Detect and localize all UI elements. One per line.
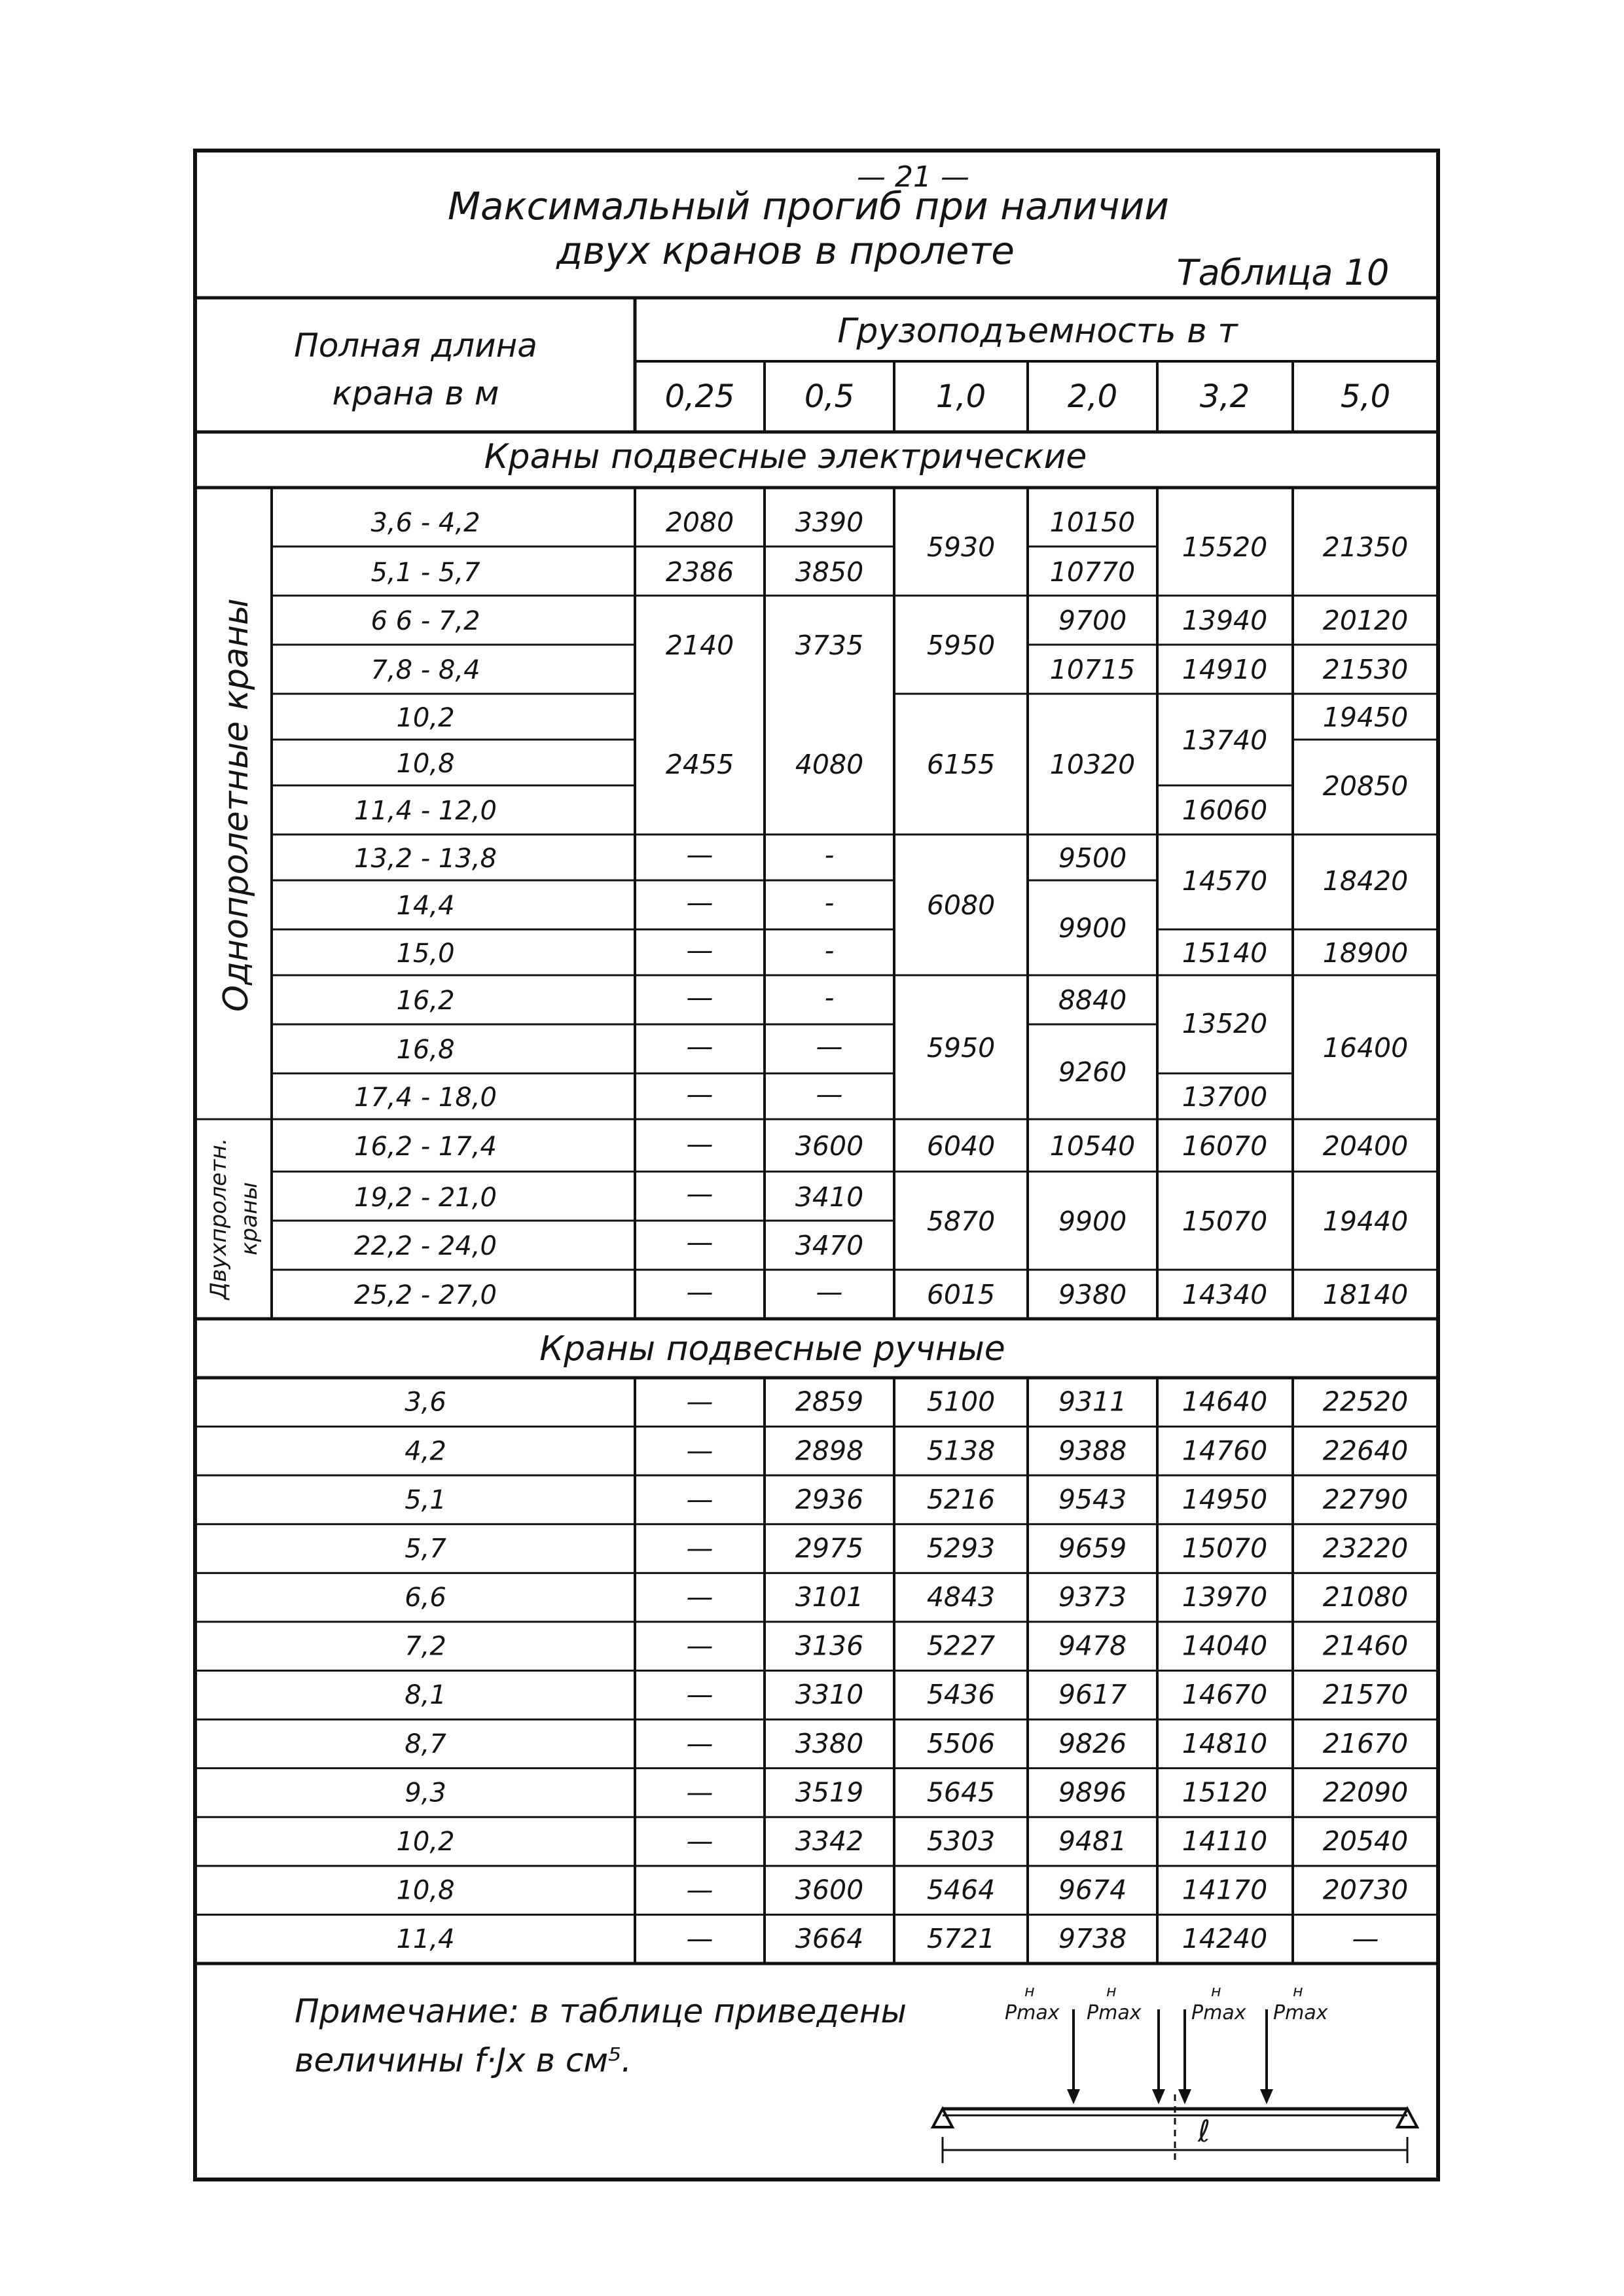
capacity-5: 5,0 bbox=[1340, 378, 1391, 415]
manual-value-cell: 3519 bbox=[795, 1776, 864, 1808]
value-cell: 10540 bbox=[1049, 1130, 1136, 1162]
value-cell: - bbox=[824, 935, 835, 966]
manual-value-cell: 5227 bbox=[926, 1630, 996, 1662]
capacity-1: 0,5 bbox=[804, 378, 855, 415]
note-line1: Примечание: в таблице приведены bbox=[295, 1992, 907, 2030]
manual-value-cell: 14110 bbox=[1182, 1825, 1268, 1857]
manual-value-cell: 9826 bbox=[1058, 1727, 1127, 1759]
value-cell: 8840 bbox=[1058, 984, 1127, 1016]
value-cell: 3600 bbox=[795, 1130, 864, 1162]
value-cell: 15070 bbox=[1182, 1206, 1268, 1237]
manual-value-cell: 2936 bbox=[795, 1483, 864, 1515]
electric-col-10 bbox=[927, 531, 995, 1310]
table-label: Таблица 10 bbox=[1176, 252, 1390, 293]
value-cell: 13740 bbox=[1182, 725, 1268, 756]
value-cell: 9900 bbox=[1058, 912, 1127, 944]
manual-length-cell: 7,2 bbox=[405, 1631, 446, 1662]
manual-value-cell: 9674 bbox=[1058, 1874, 1127, 1906]
manual-value-cell: 5100 bbox=[926, 1386, 996, 1418]
manual-value-cell: 9543 bbox=[1058, 1483, 1127, 1515]
manual-value-cell: 3136 bbox=[795, 1630, 864, 1662]
page-number: — 21 — bbox=[857, 160, 969, 194]
value-cell: 9700 bbox=[1058, 605, 1127, 636]
manual-length-cell: 9,3 bbox=[405, 1778, 446, 1808]
header-length-line1: Полная длина bbox=[294, 327, 537, 365]
length-cell: 7,8 - 8,4 bbox=[370, 655, 480, 685]
manual-value-cell: — bbox=[686, 1386, 713, 1418]
value-cell: 5950 bbox=[926, 630, 996, 661]
value-cell: 6040 bbox=[926, 1130, 996, 1162]
manual-value-cell: — bbox=[1352, 1923, 1379, 1955]
load-arrow-4-icon bbox=[1260, 2089, 1273, 2104]
capacity-2: 1,0 bbox=[935, 378, 986, 415]
group-single-span-label: Однопролетные краны bbox=[217, 598, 256, 1012]
manual-value-cell: 3600 bbox=[795, 1874, 864, 1906]
value-cell: 2455 bbox=[665, 749, 734, 780]
load-superscript-3: н bbox=[1211, 1982, 1221, 2000]
value-cell: 3735 bbox=[795, 630, 864, 661]
manual-value-cell: 22090 bbox=[1322, 1776, 1409, 1808]
value-cell: — bbox=[686, 1227, 713, 1258]
manual-value-cell: 22520 bbox=[1322, 1386, 1409, 1418]
length-cell: 5,1 - 5,7 bbox=[370, 558, 480, 588]
manual-value-cell: 14240 bbox=[1182, 1923, 1268, 1955]
value-cell: - bbox=[824, 839, 835, 870]
length-cell: 16,8 bbox=[396, 1035, 455, 1065]
value-cell: 16070 bbox=[1182, 1130, 1268, 1162]
manual-value-cell: 14950 bbox=[1182, 1483, 1268, 1515]
note-line2: величины f·Jx в см⁵. bbox=[295, 2041, 632, 2079]
value-cell: — bbox=[686, 935, 713, 966]
value-cell: 3390 bbox=[795, 507, 864, 538]
length-cell: 14,4 bbox=[396, 891, 455, 921]
manual-value-cell: 21570 bbox=[1322, 1679, 1409, 1711]
value-cell: - bbox=[824, 887, 835, 918]
length-cell: 22,2 - 24,0 bbox=[354, 1231, 497, 1261]
manual-value-cell: 9478 bbox=[1058, 1630, 1127, 1662]
manual-value-cell: 5436 bbox=[926, 1679, 996, 1711]
load-label-2: Pmax bbox=[1087, 2001, 1142, 2024]
electric-col-32 bbox=[1182, 531, 1267, 1310]
manual-value-cell: — bbox=[686, 1776, 713, 1808]
manual-value-cell: 5464 bbox=[926, 1874, 996, 1906]
value-cell: 16060 bbox=[1182, 795, 1268, 826]
value-cell: 10320 bbox=[1049, 749, 1136, 780]
manual-value-cell: — bbox=[686, 1581, 713, 1613]
section-manual-title: Краны подвесные ручные bbox=[539, 1329, 1005, 1369]
value-cell: 2386 bbox=[665, 556, 734, 588]
capacity-4: 3,2 bbox=[1199, 378, 1250, 415]
value-cell: 6080 bbox=[926, 889, 996, 921]
value-cell: 20400 bbox=[1322, 1130, 1409, 1162]
manual-value-cell: 2898 bbox=[795, 1435, 864, 1467]
length-cell: 17,4 - 18,0 bbox=[354, 1083, 497, 1113]
manual-length-cell: 6,6 bbox=[405, 1583, 446, 1613]
value-cell: 9260 bbox=[1058, 1056, 1127, 1088]
value-cell: 21530 bbox=[1322, 654, 1409, 685]
value-cell: 10770 bbox=[1049, 556, 1136, 588]
manual-value-cell: 3310 bbox=[795, 1679, 864, 1711]
value-cell: — bbox=[816, 1079, 843, 1110]
load-arrow-2-icon bbox=[1152, 2089, 1165, 2104]
manual-value-cell: 15070 bbox=[1182, 1532, 1268, 1564]
load-superscript-4: н bbox=[1293, 1982, 1303, 2000]
length-cell: 10,2 bbox=[396, 703, 455, 733]
value-cell: — bbox=[686, 887, 713, 918]
manual-value-cell: 3664 bbox=[795, 1923, 864, 1955]
manual-value-cell: 9617 bbox=[1058, 1679, 1127, 1711]
load-superscript-2: н bbox=[1106, 1982, 1117, 2000]
value-cell: 2140 bbox=[665, 630, 734, 661]
manual-value-cell: 9896 bbox=[1058, 1776, 1127, 1808]
manual-value-cell: 5645 bbox=[926, 1776, 996, 1808]
value-cell: 3470 bbox=[795, 1230, 864, 1261]
value-cell: 6015 bbox=[926, 1279, 996, 1310]
value-cell: 15520 bbox=[1182, 531, 1268, 563]
manual-value-cell: 5721 bbox=[926, 1923, 996, 1955]
manual-value-cell: 5293 bbox=[926, 1532, 996, 1564]
manual-value-cell: 5303 bbox=[926, 1825, 996, 1857]
load-label-3: Pmax bbox=[1191, 2001, 1246, 2024]
manual-value-cell: 14810 bbox=[1182, 1727, 1268, 1759]
value-cell: 20850 bbox=[1322, 770, 1409, 802]
value-cell: 14910 bbox=[1182, 654, 1268, 685]
load-arrow-1-icon bbox=[1067, 2089, 1080, 2104]
manual-value-cell: 4843 bbox=[926, 1581, 996, 1613]
manual-value-cell: — bbox=[686, 1532, 713, 1564]
value-cell: 2080 bbox=[665, 507, 734, 538]
value-cell: 5950 bbox=[926, 1032, 996, 1064]
value-cell: 13700 bbox=[1182, 1081, 1268, 1113]
manual-length-cell: 5,7 bbox=[405, 1534, 446, 1564]
title-line2: двух кранов в пролете bbox=[556, 228, 1015, 273]
value-cell: — bbox=[686, 1079, 713, 1110]
manual-value-cell: 22640 bbox=[1322, 1435, 1409, 1467]
manual-value-cell: 21460 bbox=[1322, 1630, 1409, 1662]
manual-value-cell: 9373 bbox=[1058, 1581, 1127, 1613]
manual-value-cell: 5216 bbox=[926, 1483, 996, 1515]
value-cell: 15140 bbox=[1182, 937, 1268, 969]
value-cell: 19440 bbox=[1322, 1206, 1409, 1237]
manual-value-cell: 14040 bbox=[1182, 1630, 1268, 1662]
group-double-span-label-2: краны bbox=[236, 1181, 262, 1256]
manual-length-cell: 5,1 bbox=[405, 1484, 446, 1515]
manual-length-cell: 8,1 bbox=[405, 1680, 446, 1711]
value-cell: 10715 bbox=[1049, 654, 1136, 685]
header-length-line2: крана в м bbox=[332, 374, 499, 412]
span-label: ℓ bbox=[1198, 2113, 1211, 2149]
manual-value-cell: 2859 bbox=[795, 1386, 864, 1418]
title-line1: Максимальный прогиб при наличии bbox=[448, 184, 1169, 228]
manual-value-cell: 5138 bbox=[926, 1435, 996, 1467]
length-cell: 13,2 - 13,8 bbox=[354, 844, 497, 874]
value-cell: 9500 bbox=[1058, 842, 1127, 874]
length-cell: 3,6 - 4,2 bbox=[370, 508, 480, 538]
length-cell: 15,0 bbox=[396, 939, 455, 969]
manual-value-cell: 3380 bbox=[795, 1727, 864, 1759]
length-cell: 11,4 - 12,0 bbox=[354, 796, 497, 826]
value-cell: — bbox=[686, 1178, 713, 1210]
manual-value-cell: 22790 bbox=[1322, 1483, 1409, 1515]
manual-value-cell: 14170 bbox=[1182, 1874, 1268, 1906]
manual-value-cell: 9481 bbox=[1058, 1825, 1127, 1857]
value-cell: 4080 bbox=[795, 749, 864, 780]
value-cell: 10150 bbox=[1049, 507, 1136, 538]
length-cell: 16,2 bbox=[396, 986, 455, 1016]
value-cell: — bbox=[686, 1128, 713, 1160]
manual-value-cell: 21080 bbox=[1322, 1581, 1409, 1613]
manual-length-cell: 8,7 bbox=[405, 1729, 446, 1759]
value-cell: — bbox=[686, 982, 713, 1013]
section-electric-title: Краны подвесные электрические bbox=[484, 437, 1087, 476]
manual-value-cell: 2975 bbox=[795, 1532, 864, 1564]
value-cell: — bbox=[686, 839, 713, 870]
length-cell: 10,8 bbox=[396, 749, 455, 779]
value-cell: 18420 bbox=[1322, 865, 1409, 897]
manual-table bbox=[195, 1378, 1438, 1964]
value-cell: 5870 bbox=[926, 1206, 996, 1237]
manual-value-cell: 9311 bbox=[1058, 1386, 1127, 1418]
value-cell: 3410 bbox=[795, 1181, 864, 1213]
capacity-0: 0,25 bbox=[664, 378, 735, 415]
manual-length-cell: 4,2 bbox=[405, 1436, 446, 1467]
table-header bbox=[195, 298, 1438, 432]
manual-value-cell: 23220 bbox=[1322, 1532, 1409, 1564]
manual-value-cell: — bbox=[686, 1923, 713, 1955]
electric-col-20 bbox=[1050, 507, 1135, 1310]
manual-value-cell: 21670 bbox=[1322, 1727, 1409, 1759]
manual-value-cell: 13970 bbox=[1182, 1581, 1268, 1613]
manual-value-cell: — bbox=[686, 1630, 713, 1662]
value-cell: 9900 bbox=[1058, 1206, 1127, 1237]
left-support-icon bbox=[933, 2109, 952, 2127]
capacity-3: 2,0 bbox=[1067, 378, 1118, 415]
value-cell: 5930 bbox=[926, 531, 996, 563]
manual-value-cell: 15120 bbox=[1182, 1776, 1268, 1808]
load-label-4: Pmax bbox=[1273, 2001, 1328, 2024]
value-cell: 20120 bbox=[1322, 605, 1409, 636]
value-cell: 14340 bbox=[1182, 1279, 1268, 1310]
right-support-icon bbox=[1398, 2109, 1417, 2127]
manual-value-cell: 14640 bbox=[1182, 1386, 1268, 1418]
manual-value-cell: — bbox=[686, 1679, 713, 1711]
value-cell: 13520 bbox=[1182, 1008, 1268, 1039]
electric-length-column bbox=[354, 508, 497, 1310]
value-cell: — bbox=[816, 1031, 843, 1062]
manual-length-cell: 10,2 bbox=[396, 1826, 455, 1857]
manual-value-cell: 9659 bbox=[1058, 1532, 1127, 1564]
manual-value-cell: 5506 bbox=[926, 1727, 996, 1759]
load-arrow-3-icon bbox=[1178, 2089, 1191, 2104]
manual-value-cell: — bbox=[686, 1435, 713, 1467]
manual-value-cell: 14670 bbox=[1182, 1679, 1268, 1711]
manual-value-cell: — bbox=[686, 1874, 713, 1906]
value-cell: — bbox=[816, 1276, 843, 1308]
load-superscript-1: н bbox=[1024, 1982, 1035, 2000]
group-double-span-label-1: Двухпролетн. bbox=[206, 1138, 232, 1300]
value-cell: — bbox=[686, 1031, 713, 1062]
load-diagram bbox=[933, 1982, 1417, 2163]
electric-col-50 bbox=[1323, 531, 1408, 1310]
value-cell: 9380 bbox=[1058, 1279, 1127, 1310]
manual-value-cell: 14760 bbox=[1182, 1435, 1268, 1467]
value-cell: - bbox=[824, 982, 835, 1013]
value-cell: 18140 bbox=[1322, 1279, 1409, 1310]
length-cell: 6 6 - 7,2 bbox=[370, 606, 480, 636]
manual-value-cell: 3342 bbox=[795, 1825, 864, 1857]
value-cell: 13940 bbox=[1182, 605, 1268, 636]
header-capacity: Грузоподъемность в т bbox=[837, 312, 1238, 351]
value-cell: 21350 bbox=[1322, 531, 1409, 563]
load-label-1: Pmax bbox=[1005, 2001, 1060, 2024]
value-cell: 14570 bbox=[1182, 865, 1268, 897]
manual-value-cell: 3101 bbox=[795, 1581, 864, 1613]
manual-value-cell: — bbox=[686, 1483, 713, 1515]
manual-value-cell: 9738 bbox=[1058, 1923, 1127, 1955]
length-cell: 16,2 - 17,4 bbox=[354, 1132, 497, 1162]
manual-value-cell: 9388 bbox=[1058, 1435, 1127, 1467]
electric-col-05 bbox=[795, 507, 863, 1308]
manual-length-cell: 3,6 bbox=[405, 1387, 446, 1418]
value-cell: 3850 bbox=[795, 556, 864, 588]
value-cell: 6155 bbox=[926, 749, 996, 780]
manual-length-cell: 10,8 bbox=[396, 1875, 455, 1906]
electric-col-025 bbox=[666, 507, 734, 1308]
manual-length-cell: 11,4 bbox=[396, 1924, 455, 1955]
value-cell: 18900 bbox=[1322, 937, 1409, 969]
manual-value-cell: — bbox=[686, 1727, 713, 1759]
value-cell: 19450 bbox=[1322, 702, 1409, 733]
value-cell: 16400 bbox=[1322, 1032, 1409, 1064]
value-cell: — bbox=[686, 1276, 713, 1308]
manual-value-cell: 20540 bbox=[1322, 1825, 1409, 1857]
manual-value-cell: 20730 bbox=[1322, 1874, 1409, 1906]
manual-value-cell: — bbox=[686, 1825, 713, 1857]
length-cell: 25,2 - 27,0 bbox=[354, 1280, 497, 1310]
length-cell: 19,2 - 21,0 bbox=[354, 1183, 497, 1213]
